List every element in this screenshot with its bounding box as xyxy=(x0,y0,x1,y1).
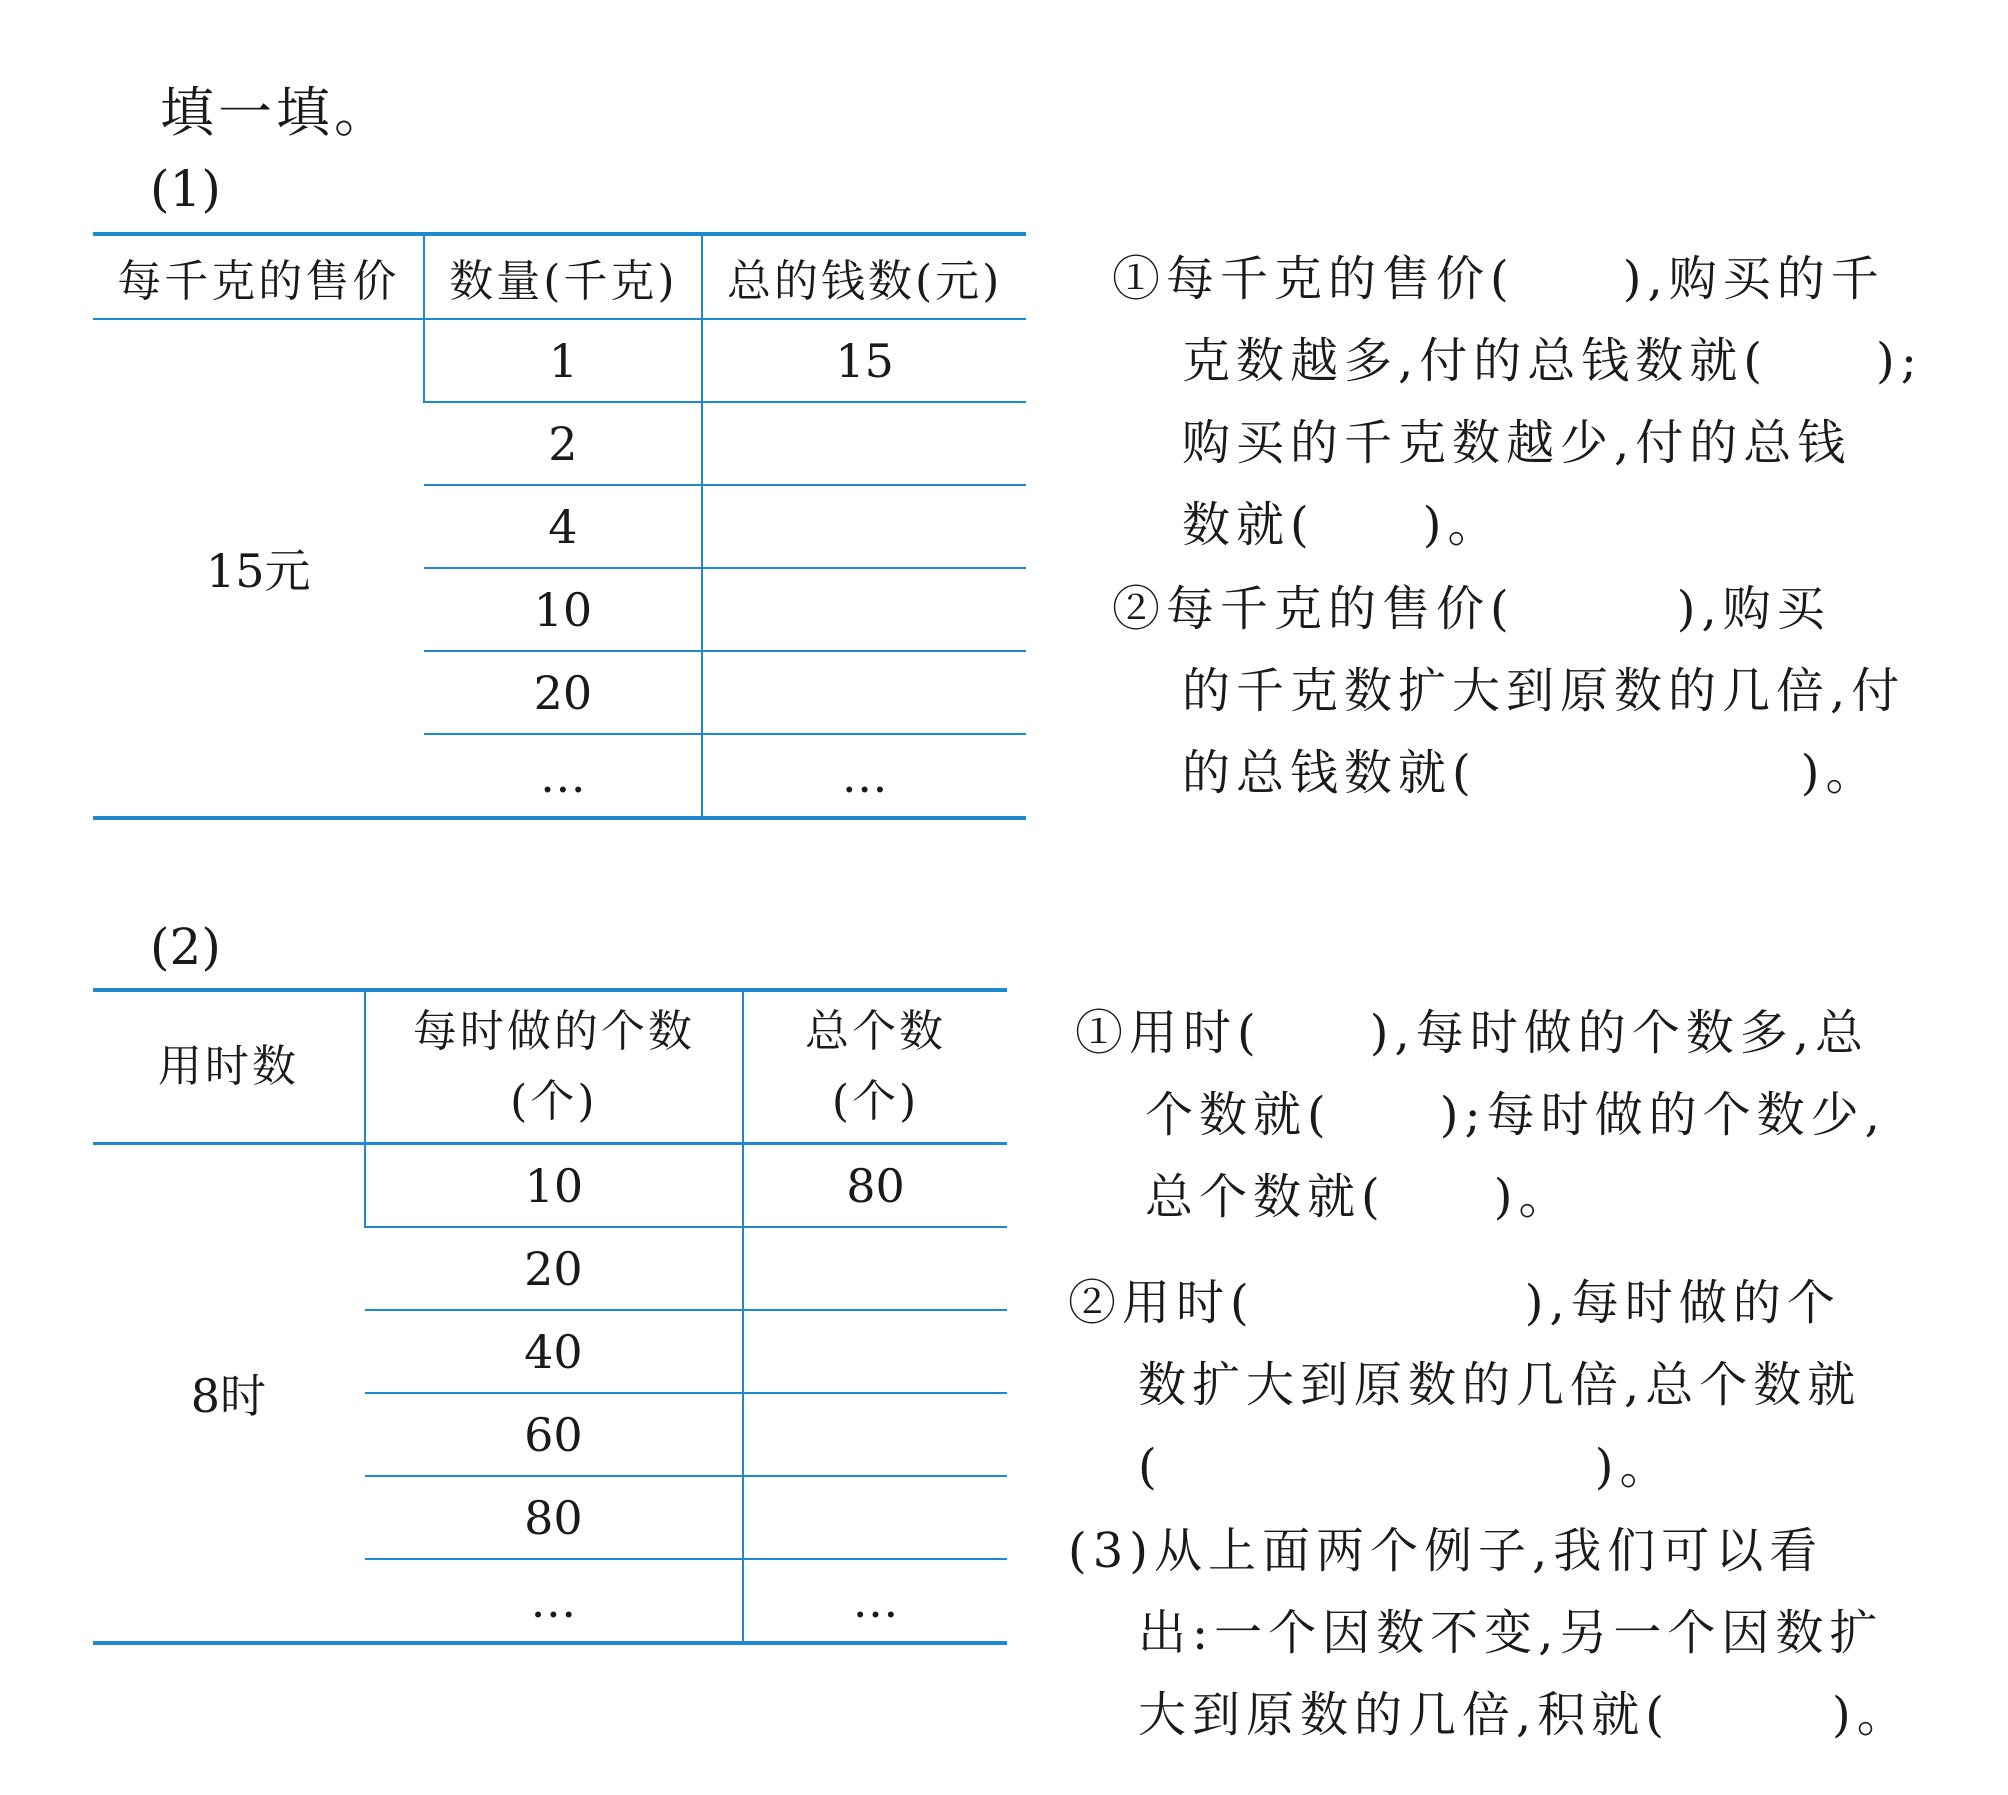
part2-question1 xyxy=(1075,992,1886,1238)
total-cell[interactable]: 15 xyxy=(702,319,1026,402)
total-cell[interactable] xyxy=(702,651,1026,734)
time-cell: 8时 xyxy=(93,1144,365,1644)
header-rate-line2: (个) xyxy=(510,1076,598,1127)
time-rate-table xyxy=(93,988,1007,1645)
header-time: 用时数 xyxy=(157,1041,299,1092)
quantity-cell: 2 xyxy=(424,402,702,485)
text-line: 购买的千克数越少,付的总钱 xyxy=(1182,415,1852,471)
count-cell: … xyxy=(743,1559,1007,1643)
quantity-cell: 1 xyxy=(424,319,702,402)
quantity-cell: 10 xyxy=(424,568,702,651)
part2-label: (2) xyxy=(150,918,221,976)
text-line: 数就( )。 xyxy=(1182,497,1502,553)
total-cell[interactable] xyxy=(702,568,1026,651)
count-cell[interactable]: 80 xyxy=(743,1144,1007,1228)
text-line: 克数越多,付的总钱数就( ); xyxy=(1182,333,1923,389)
total-cell: … xyxy=(702,734,1026,818)
text-line: (3)从上面两个例子,我们可以看 xyxy=(1068,1523,1824,1579)
text-line: 总个数就( )。 xyxy=(1145,1169,1573,1225)
table-header-row xyxy=(93,234,1026,319)
count-cell[interactable] xyxy=(743,1227,1007,1310)
header-count-line2: (个) xyxy=(831,1076,920,1127)
quantity-cell: 20 xyxy=(424,651,702,734)
total-cell[interactable] xyxy=(702,402,1026,485)
quantity-cell: 4 xyxy=(424,485,702,568)
header-price: 每千克的售价 xyxy=(117,256,400,307)
part1-label: (1) xyxy=(150,160,221,218)
text-line: 的千克数扩大到原数的几倍,付 xyxy=(1182,663,1906,719)
header-rate-line1: 每时做的个数 xyxy=(412,1006,695,1057)
count-cell[interactable] xyxy=(743,1476,1007,1559)
rate-cell: 20 xyxy=(365,1227,743,1310)
text-line: 的总钱数就( )。 xyxy=(1182,745,1880,801)
rate-cell: 60 xyxy=(365,1393,743,1476)
text-line: 数扩大到原数的几倍,总个数就 xyxy=(1138,1357,1862,1413)
quantity-cell: … xyxy=(424,734,702,818)
text-line: ①用时( ),每时做的个数多,总 xyxy=(1075,1005,1869,1061)
text-line: ②每千克的售价( ),购买 xyxy=(1112,581,1831,637)
table-row xyxy=(93,1144,1007,1228)
total-cell[interactable] xyxy=(702,485,1026,568)
rate-cell: … xyxy=(365,1559,743,1643)
header-count xyxy=(743,990,1007,1144)
text-line: ( )。 xyxy=(1138,1439,1674,1495)
header-total: 总的钱数(元) xyxy=(702,234,1026,319)
header-quantity: 数量(千克) xyxy=(424,234,702,319)
table-row xyxy=(93,319,1026,402)
table-header-row xyxy=(93,990,1007,1144)
text-line: 出:一个因数不变,另一个因数扩 xyxy=(1138,1605,1884,1661)
rate-cell: 10 xyxy=(365,1144,743,1228)
header-rate xyxy=(365,990,743,1144)
count-cell[interactable] xyxy=(743,1393,1007,1476)
price-cell: 15元 xyxy=(93,319,424,818)
rate-cell: 40 xyxy=(365,1310,743,1393)
part2-question2 xyxy=(1068,1262,1861,1508)
page-title: 填一填。 xyxy=(160,81,392,144)
header-count-line1: 总个数 xyxy=(805,1006,946,1057)
part1-question2 xyxy=(1112,568,1905,814)
text-line: ①每千克的售价( ),购买的千 xyxy=(1112,251,1885,307)
count-cell[interactable] xyxy=(743,1310,1007,1393)
part3-question xyxy=(1068,1510,1911,1756)
text-line: 个数就( );每时做的个数少, xyxy=(1145,1087,1886,1143)
price-quantity-table xyxy=(93,232,1026,820)
text-line: 大到原数的几倍,积就( )。 xyxy=(1138,1687,1911,1743)
rate-cell: 80 xyxy=(365,1476,743,1559)
part1-question1 xyxy=(1112,238,1923,566)
text-line: ②用时( ),每时做的个 xyxy=(1068,1275,1841,1331)
